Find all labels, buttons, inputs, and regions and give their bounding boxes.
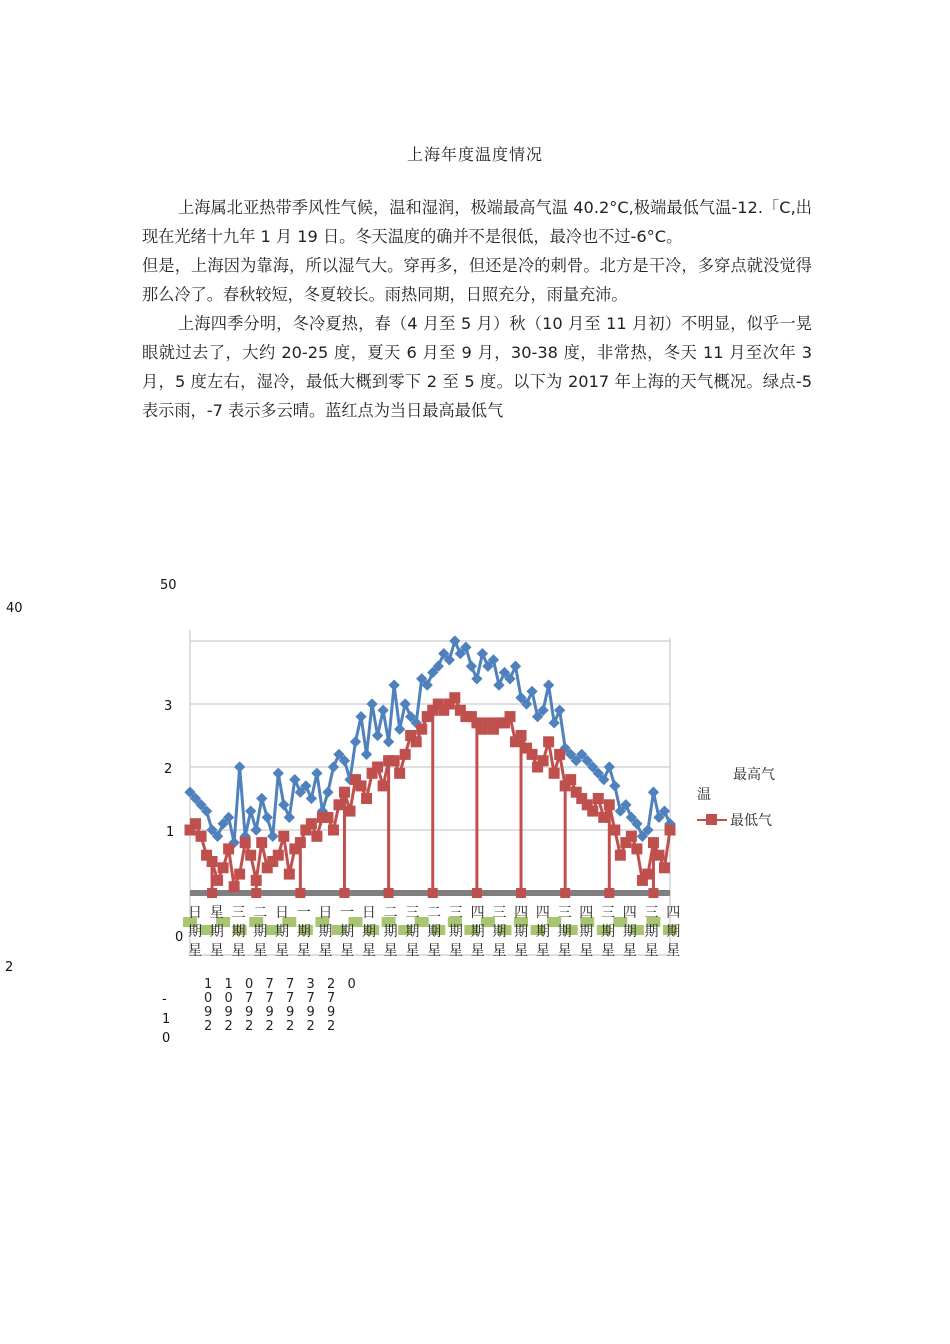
- high-series-point: [548, 717, 559, 728]
- x-date-label: 7: [265, 991, 274, 1006]
- x-tick-label: 期: [622, 924, 637, 940]
- x-date-label: 0: [245, 977, 254, 992]
- x-tick-label: 四: [535, 905, 550, 921]
- x-tick-label: 三: [644, 905, 659, 921]
- low-series-point: [609, 825, 620, 836]
- y-tick-label: 0: [175, 930, 184, 945]
- x-tick-label: 星: [274, 943, 289, 959]
- x-tick-label: 星: [514, 943, 529, 959]
- high-series-point: [493, 679, 504, 690]
- x-date-label: 7: [286, 991, 295, 1006]
- x-tick-label: 期: [514, 924, 529, 940]
- high-series-point: [377, 705, 388, 716]
- x-date-label: 9: [204, 1005, 213, 1020]
- high-series-point: [328, 761, 339, 772]
- x-date-label: 9: [245, 1005, 254, 1020]
- high-series-point: [383, 736, 394, 747]
- x-tick-label: 三: [231, 905, 246, 921]
- y-tick-label: 50: [160, 578, 177, 593]
- x-tick-label: 四: [666, 905, 681, 921]
- high-series-point: [510, 661, 521, 672]
- low-series-point: [328, 825, 339, 836]
- x-tick-label: 星: [535, 943, 550, 959]
- high-series-point: [245, 805, 256, 816]
- y-tick-label: 2: [164, 762, 173, 777]
- high-series-point: [394, 724, 405, 735]
- x-tick-label: 四: [622, 905, 637, 921]
- low-series-point: [339, 888, 349, 898]
- x-tick-label: 四: [579, 905, 594, 921]
- x-tick-label: 期: [666, 924, 681, 940]
- low-series-point: [284, 869, 295, 880]
- high-series-point: [400, 698, 411, 709]
- low-series-point: [631, 843, 642, 854]
- x-tick-label: 星: [427, 943, 442, 959]
- y-tick-label: 0: [162, 1031, 171, 1046]
- low-series-point: [543, 736, 554, 747]
- x-tick-label: 四: [470, 905, 485, 921]
- high-series-point: [262, 812, 273, 823]
- high-series-point: [604, 761, 615, 772]
- x-date-label: 0: [347, 977, 356, 992]
- legend-high-label-cont: 温: [697, 787, 711, 803]
- x-tick-label: 星: [557, 943, 572, 959]
- y-tick-label: 3: [164, 699, 173, 714]
- x-tick-label: 星: [644, 943, 659, 959]
- legend-high-label: 最高气: [733, 767, 775, 783]
- paragraph-1: 上海属北亚热带季风性气候，温和湿润，极端最高气温 40.2°C,极端最低气温-12.「C,出现在光绪十九年 1 月 19 日。冬天温度的确并不是很低，最冷也不过-6°C。: [142, 198, 812, 246]
- low-series-point: [642, 869, 653, 880]
- high-series-point: [234, 761, 245, 772]
- low-series-point: [587, 806, 598, 817]
- high-series-point: [256, 793, 267, 804]
- low-series-point: [339, 787, 350, 798]
- high-series-point: [609, 780, 620, 791]
- x-date-label: 1: [224, 977, 233, 992]
- low-series-point: [311, 831, 322, 842]
- x-tick-label: 三: [405, 905, 420, 921]
- low-series-point: [538, 755, 549, 766]
- low-series-point: [218, 862, 229, 873]
- x-tick-label: 期: [340, 924, 355, 940]
- high-series-point: [311, 768, 322, 779]
- x-date-label: 0: [224, 991, 233, 1006]
- low-series-point: [256, 837, 267, 848]
- x-date-label: 3: [306, 977, 315, 992]
- x-date-label: 7: [327, 991, 336, 1006]
- x-tick-label: 星: [296, 943, 311, 959]
- y-tick-label: -: [162, 992, 167, 1007]
- low-series-point: [333, 799, 344, 810]
- x-tick-label: 三: [448, 905, 463, 921]
- low-series-point: [251, 888, 261, 898]
- x-tick-label: 星: [361, 943, 376, 959]
- y-tick-label: 1: [162, 1012, 171, 1027]
- x-tick-label: 星: [209, 943, 224, 959]
- legend-low: [697, 810, 772, 830]
- x-tick-label: 期: [274, 924, 289, 940]
- low-series-point: [549, 768, 560, 779]
- low-series-point: [322, 812, 333, 823]
- low-series-point: [472, 888, 482, 898]
- x-tick-label: 期: [448, 924, 463, 940]
- x-tick-label: 星: [492, 943, 507, 959]
- low-series-point: [593, 793, 604, 804]
- low-series-point: [240, 837, 251, 848]
- x-date-label: 9: [265, 1005, 274, 1020]
- x-tick-label: 星: [666, 943, 681, 959]
- x-tick-label: 星: [470, 943, 485, 959]
- low-series-point: [604, 799, 615, 810]
- low-series-point: [273, 850, 284, 861]
- low-series-point: [505, 711, 516, 722]
- high-series-point: [526, 686, 537, 697]
- x-tick-label: 星: [340, 943, 355, 959]
- x-date-label: 2: [224, 1019, 233, 1034]
- low-series-point: [428, 888, 438, 898]
- x-tick-label: 期: [231, 924, 246, 940]
- x-tick-label: 星: [209, 905, 224, 921]
- x-date-label: 2: [204, 1019, 213, 1034]
- x-tick-label: 期: [253, 924, 268, 940]
- x-tick-label: 期: [470, 924, 485, 940]
- high-series-point: [322, 787, 333, 798]
- low-series-point: [223, 843, 234, 854]
- low-series-point: [389, 755, 400, 766]
- high-series-point: [251, 824, 262, 835]
- low-series-point: [516, 888, 526, 898]
- high-series-point: [284, 812, 295, 823]
- low-series-point: [659, 862, 670, 873]
- low-series-point: [234, 869, 245, 880]
- low-series-point: [516, 730, 527, 741]
- high-series-point: [350, 736, 361, 747]
- low-series-point: [560, 888, 570, 898]
- x-date-label: 9: [306, 1005, 315, 1020]
- high-series-point: [554, 705, 565, 716]
- high-series-point: [466, 661, 477, 672]
- y-tick-label: 1: [166, 825, 175, 840]
- high-series-point: [267, 831, 278, 842]
- low-series-point: [295, 837, 306, 848]
- low-series-point: [361, 793, 372, 804]
- low-series-point: [306, 818, 317, 829]
- y-tick-label: 40: [6, 601, 23, 616]
- low-series-point: [212, 875, 223, 886]
- low-series-point: [207, 888, 217, 898]
- x-tick-label: 期: [601, 924, 616, 940]
- paragraph-3: 上海四季分明，冬冷夏热，春（4 月至 5 月）秋（10 月至 11 月初）不明显，似乎一晃眼就过去了，大约 20-25 度，夏天 6 月至 9 月，30-38 度，非常热，冬天 11 月至次年 3 月，5 度左右，湿冷，最低大概到零下 2 至 5 度。以下为 2017 年上海的天气概况。绿点-5 表示雨，-7 表示多云晴。蓝红点为当日最高最低气: [142, 314, 812, 420]
- x-tick-label: 二: [427, 905, 442, 921]
- document-title: 上海年度温度情况: [406, 145, 543, 164]
- x-date-label: 1: [204, 977, 213, 992]
- x-tick-label: 星: [579, 943, 594, 959]
- x-tick-label: 期: [209, 924, 224, 940]
- y-tick-label: 2: [5, 960, 14, 975]
- x-tick-label: 二: [253, 905, 268, 921]
- x-tick-label: 期: [188, 924, 202, 940]
- low-series-point: [665, 825, 676, 836]
- high-series-point: [361, 749, 372, 760]
- high-series-point: [366, 698, 377, 709]
- x-tick-label: 期: [318, 924, 333, 940]
- x-date-label: 2: [245, 1019, 254, 1034]
- x-tick-label: 四: [514, 905, 529, 921]
- x-date-label: 2: [327, 977, 336, 992]
- low-series-point: [648, 837, 659, 848]
- x-tick-label: 星: [188, 943, 202, 959]
- low-series-point: [245, 850, 256, 861]
- x-date-label: 9: [286, 1005, 295, 1020]
- x-date-label: 2: [306, 1019, 315, 1034]
- x-tick-label: 期: [579, 924, 594, 940]
- low-series-point: [384, 888, 394, 898]
- x-tick-label: 期: [644, 924, 659, 940]
- low-series-point: [372, 762, 383, 773]
- paragraph-2: 但是，上海因为靠海，所以湿气大。穿再多，但还是冷的刺骨。北方是干冷，多穿点就没觉得那么冷了。春秋较短，冬夏较长。雨热同期，日照充分，雨量充沛。: [142, 256, 812, 304]
- x-date-label: 7: [245, 991, 254, 1006]
- low-series-point: [207, 856, 218, 867]
- legend-low-label: 最低气: [730, 813, 772, 829]
- high-series-point: [477, 648, 488, 659]
- low-series-point: [278, 831, 289, 842]
- high-series-point: [388, 679, 399, 690]
- x-tick-label: 期: [296, 924, 311, 940]
- high-series-point: [355, 711, 366, 722]
- x-tick-label: 星: [448, 943, 463, 959]
- low-series-point: [565, 774, 576, 785]
- x-date-label: 7: [306, 991, 315, 1006]
- x-tick-label: 一: [340, 905, 355, 921]
- x-tick-label: 一: [296, 905, 311, 921]
- x-date-label: 7: [265, 977, 274, 992]
- low-series-point: [295, 888, 305, 898]
- high-series-point: [278, 799, 289, 810]
- x-date-label: 2: [327, 1019, 336, 1034]
- low-series-point: [449, 692, 460, 703]
- x-tick-label: 期: [361, 924, 376, 940]
- x-tick-label: 三: [601, 905, 616, 921]
- x-date-label: 2: [286, 1019, 295, 1034]
- low-series-point: [394, 768, 405, 779]
- low-series-point: [527, 749, 538, 760]
- x-tick-label: 星: [622, 943, 637, 959]
- high-series-point: [289, 774, 300, 785]
- low-series-point: [378, 780, 389, 791]
- low-series-point: [345, 806, 356, 817]
- x-date-label: 9: [327, 1005, 336, 1020]
- high-series-point: [648, 787, 659, 798]
- x-date-label: 7: [286, 977, 295, 992]
- x-tick-label: 期: [383, 924, 398, 940]
- high-series-point: [543, 679, 554, 690]
- x-date-label: 0: [204, 991, 213, 1006]
- x-tick-label: 期: [535, 924, 550, 940]
- low-series-point: [615, 850, 626, 861]
- low-series-point: [554, 749, 565, 760]
- low-series-point: [648, 888, 658, 898]
- x-date-label: 2: [265, 1019, 274, 1034]
- legend-low-swatch: [697, 819, 727, 821]
- low-series-point: [416, 724, 427, 735]
- x-tick-label: 三: [557, 905, 572, 921]
- low-series-point: [598, 812, 609, 823]
- x-tick-label: 期: [405, 924, 420, 940]
- high-series-point: [449, 635, 460, 646]
- high-series-point: [471, 673, 482, 684]
- x-tick-label: 星: [231, 943, 246, 959]
- x-date-label: 9: [224, 1005, 233, 1020]
- x-tick-label: 日: [318, 905, 333, 921]
- x-tick-label: 星: [383, 943, 398, 959]
- x-tick-label: 期: [492, 924, 507, 940]
- low-series-point: [626, 831, 637, 842]
- x-tick-label: 二: [383, 905, 398, 921]
- x-tick-label: 星: [601, 943, 616, 959]
- x-tick-label: 星: [318, 943, 333, 959]
- low-series-point: [229, 881, 240, 892]
- low-series-line: [190, 698, 670, 887]
- x-tick-label: 日: [188, 905, 202, 921]
- low-series-point: [356, 780, 367, 791]
- x-tick-label: 日: [274, 905, 289, 921]
- x-tick-label: 期: [557, 924, 572, 940]
- low-series-point: [400, 749, 411, 760]
- low-series-point: [604, 888, 614, 898]
- x-tick-label: 期: [427, 924, 442, 940]
- low-series-point: [196, 831, 207, 842]
- x-tick-label: 星: [405, 943, 420, 959]
- low-series-point: [653, 850, 664, 861]
- high-series-point: [273, 768, 284, 779]
- low-series-point: [251, 875, 262, 886]
- x-tick-label: 星: [253, 943, 268, 959]
- high-series-point: [306, 793, 317, 804]
- low-series-point: [411, 736, 422, 747]
- high-series-point: [372, 730, 383, 741]
- x-tick-label: 日: [361, 905, 376, 921]
- x-tick-label: 三: [492, 905, 507, 921]
- low-series-point: [190, 818, 201, 829]
